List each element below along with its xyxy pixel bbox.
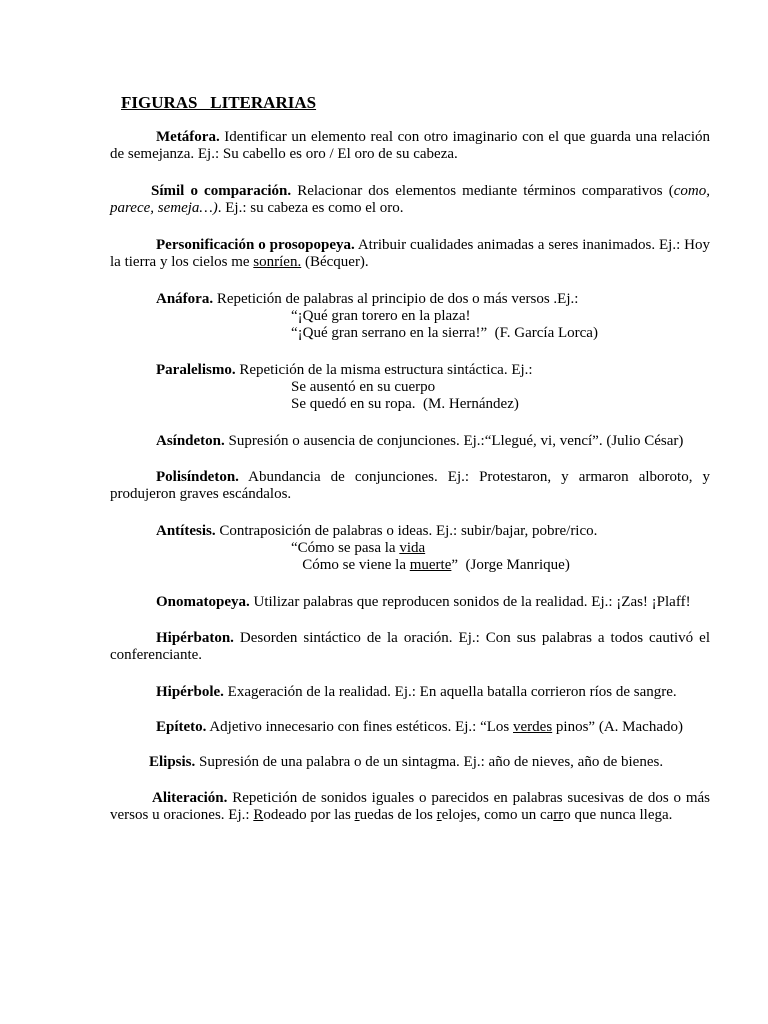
definition-text: pinos” (A. Machado) xyxy=(552,719,683,735)
example-line: “¡Qué gran torero en la plaza! xyxy=(291,308,471,324)
definition-text: Exageración de la realidad. Ej.: En aquella batalla corrieron ríos de sangre. xyxy=(223,684,677,700)
definition xyxy=(110,129,710,163)
term: Onomatopeya. xyxy=(156,594,250,610)
term: Metáfora. xyxy=(156,129,220,145)
entry-onomatopeya xyxy=(110,594,710,611)
definition-text: (Bécquer). xyxy=(301,254,369,270)
definition xyxy=(110,237,710,271)
definition-text: Relacionar dos elementos mediante términos comparativos ( xyxy=(291,183,674,199)
definition-text: Supresión o ausencia de conjunciones. Ej.:“Llegué, vi, vencí”. (Julio César) xyxy=(224,433,684,449)
term: Aliteración. xyxy=(152,790,228,806)
example-line xyxy=(110,540,710,557)
example-text: ” (Jorge Manrique) xyxy=(451,557,570,573)
entry-epiteto xyxy=(110,719,710,736)
entry-metafora xyxy=(110,129,710,163)
entry-polisindeton xyxy=(110,469,710,503)
definition-text: Abundancia de conjunciones. Ej.: Protestaron, y armaron alboroto, y produjeron graves escándalos. xyxy=(110,469,710,502)
definition xyxy=(110,594,710,611)
example-line: “¡Qué gran serrano en la sierra!” (F. García Lorca) xyxy=(291,325,598,341)
definition-text: Supresión de una palabra o de un sintagma. Ej.: año de nieves, año de bienes. xyxy=(195,754,664,770)
definition-text: Repetición de sonidos iguales o parecidos en palabras sucesivas de dos o más versos u oraciones. Ej.: xyxy=(110,790,710,823)
definition-text: Desorden sintáctico de la oración. Ej.: Con sus palabras a todos cautivó el conferenciante. xyxy=(110,630,710,663)
definition xyxy=(110,684,710,701)
definition xyxy=(110,469,710,503)
entry-aliteracion xyxy=(110,790,710,824)
underlined-text: sonríen. xyxy=(253,254,302,270)
entry-antitesis xyxy=(110,523,710,574)
example-text: Cómo se viene la xyxy=(291,557,410,573)
entry-personificacion xyxy=(110,237,710,271)
definition-text: Utilizar palabras que reproducen sonidos de la realidad. Ej.: ¡Zas! ¡Plaff! xyxy=(249,594,691,610)
entry-hiperbole xyxy=(110,684,710,701)
term: Paralelismo. xyxy=(156,362,236,378)
definition-text: Repetición de la misma estructura sintáctica. Ej.: xyxy=(235,362,533,378)
definition xyxy=(110,630,710,664)
entry-hiperbaton xyxy=(110,630,710,664)
term: Polisíndeton. xyxy=(156,469,239,485)
example-text: “Cómo se pasa la xyxy=(291,540,400,556)
underlined-text: vida xyxy=(399,540,426,556)
term: Epíteto. xyxy=(156,719,207,735)
underlined-text: r xyxy=(354,807,360,823)
entry-asindeton xyxy=(110,433,710,450)
definition xyxy=(110,754,710,771)
italic-text: como, parece, semeja…) xyxy=(110,183,710,216)
page-title: FIGURAS LITERARIAS xyxy=(121,93,317,112)
term: Elipsis. xyxy=(149,754,196,770)
entry-anafora xyxy=(110,291,710,342)
example-line: Se ausentó en su cuerpo xyxy=(291,379,436,395)
entry-simil xyxy=(110,183,710,217)
definition xyxy=(110,719,710,736)
definition xyxy=(110,790,710,824)
definition xyxy=(110,183,710,217)
underlined-text: r xyxy=(436,807,442,823)
definition xyxy=(110,523,710,540)
term: Personificación o prosopopeya. xyxy=(156,237,355,253)
definition xyxy=(110,433,710,450)
definition xyxy=(110,362,710,379)
definition-text: o que nunca llega. xyxy=(563,807,673,823)
entry-paralelismo xyxy=(110,362,710,413)
example-line: Se quedó en su ropa. (M. Hernández) xyxy=(291,396,519,412)
definition-text: . Ej.: su cabeza es como el oro. xyxy=(217,200,404,216)
underlined-text: R xyxy=(253,807,264,823)
definition xyxy=(110,291,710,308)
term: Hipérbole. xyxy=(156,684,224,700)
definition-text: Adjetivo innecesario con fines estéticos. Ej.: “Los xyxy=(206,719,514,735)
underlined-text: muerte xyxy=(409,557,452,573)
definition-text: Contraposición de palabras o ideas. Ej.: subir/bajar, pobre/rico. xyxy=(215,523,598,539)
definition-text: Identificar un elemento real con otro imaginario con el que guarda una relación de semejanza. Ej.: Su cabello es oro / El oro de su cabeza. xyxy=(110,129,710,162)
term: Símil o comparación. xyxy=(151,183,292,199)
term: Hipérbaton. xyxy=(156,630,234,646)
underlined-text: verdes xyxy=(513,719,553,735)
underlined-text: rr xyxy=(553,807,564,823)
term: Antítesis. xyxy=(156,523,216,539)
definition-text: uedas de los xyxy=(359,807,437,823)
definition-text: odeado por las xyxy=(263,807,355,823)
definition-text: Repetición de palabras al principio de dos o más versos .Ej.: xyxy=(213,291,579,307)
term: Anáfora. xyxy=(156,291,214,307)
definition-text: elojes, como un ca xyxy=(441,807,554,823)
entry-elipsis xyxy=(110,754,710,771)
example-line xyxy=(110,557,710,574)
definition-text: Atribuir cualidades animadas a seres inanimados. Ej.: Hoy la tierra y los cielos me xyxy=(110,237,710,270)
term: Asíndeton. xyxy=(156,433,225,449)
